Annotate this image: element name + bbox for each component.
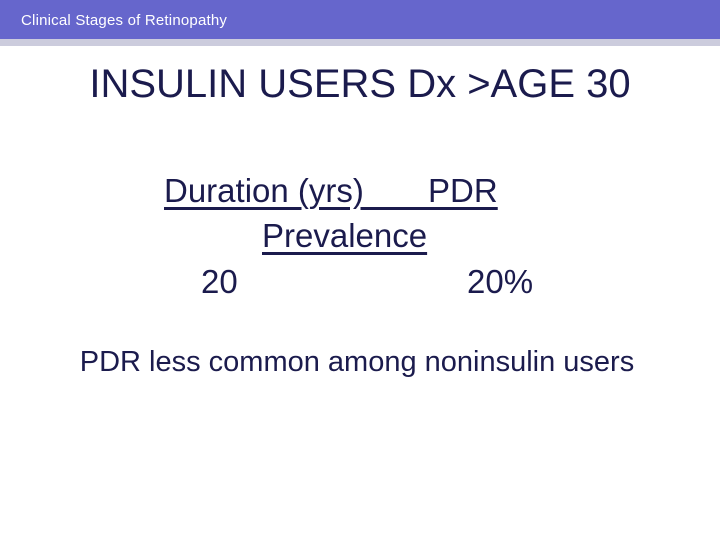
header-bar: [0, 0, 720, 39]
table-cell-prevalence: 20%: [467, 263, 534, 300]
header-title: Clinical Stages of Retinopathy: [21, 12, 228, 29]
table-cell-duration: 20: [201, 263, 238, 300]
header-divider: [0, 39, 720, 46]
table-header-line-2: Prevalence: [262, 217, 428, 254]
table-header: [164, 168, 564, 258]
slide-note: PDR less common among noninsulin users: [79, 346, 635, 378]
slide-title: INSULIN USERS Dx >AGE 30: [89, 62, 631, 106]
table-header-line-1: Duration (yrs) PDR: [164, 172, 498, 209]
